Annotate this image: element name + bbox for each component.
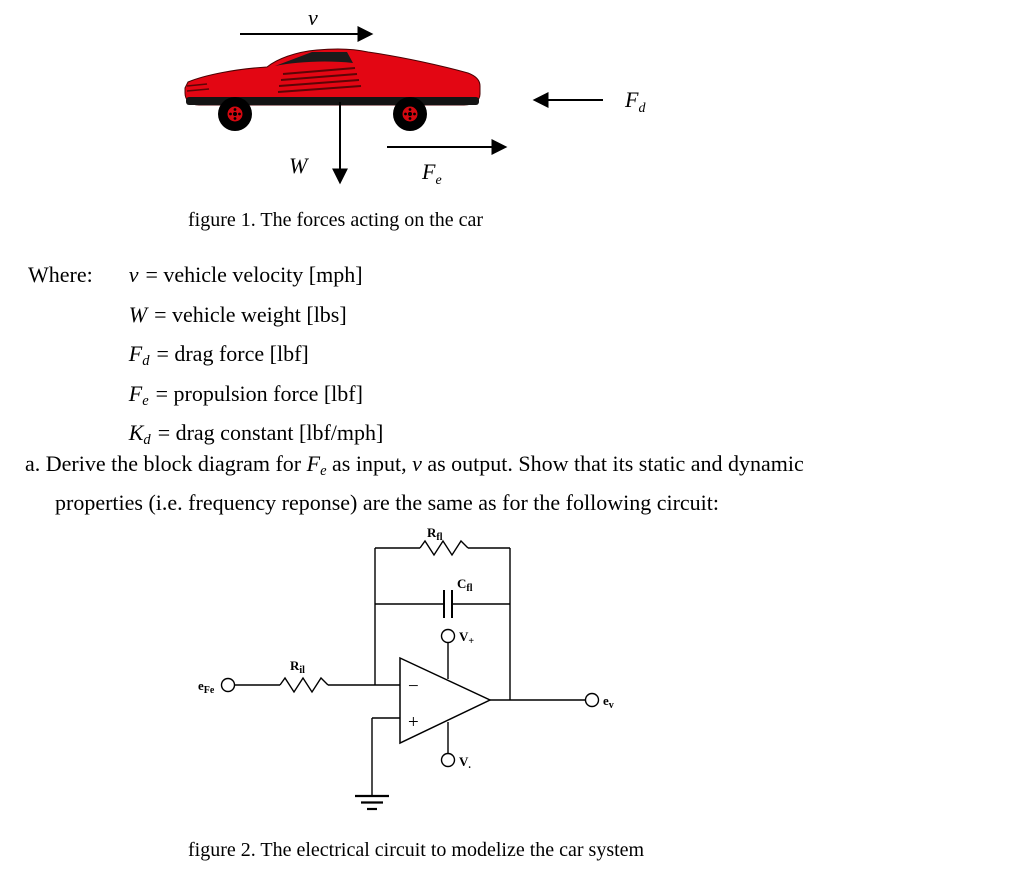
- feedback-resistor-label: Rfl: [427, 528, 443, 543]
- definition-drag-constant: $K_d$ = drag constant [lbf/mph]: [128, 420, 384, 449]
- problem-statement: [25, 448, 804, 518]
- definition-propulsion-force: $F_e$ = propulsion force [lbf]: [128, 380, 363, 409]
- v-minus-label: V.: [459, 754, 471, 771]
- velocity-arrow: [240, 6, 371, 34]
- input-terminal: [198, 678, 235, 696]
- input-resistor-label: Ril: [290, 658, 305, 676]
- propulsion-arrow: [387, 147, 505, 188]
- where-section: [28, 259, 383, 457]
- weight-label: W: [289, 153, 308, 178]
- definition-list: [129, 259, 384, 457]
- figure2-circuit-diagram: [185, 528, 655, 828]
- op-amp-inverting-input-label: −: [408, 676, 419, 697]
- drag-label: Fd: [625, 87, 646, 116]
- v-plus-label: V+: [459, 629, 475, 647]
- feedback-capacitor: [375, 576, 510, 618]
- definition-drag-force: $F_d$ = drag force [lbf]: [128, 341, 309, 370]
- figure1-caption: figure 1. The forces acting on the car: [188, 209, 484, 231]
- v-minus-terminal: [442, 722, 472, 771]
- output-terminal-label: ev: [603, 693, 614, 711]
- figure1-forces-diagram: [175, 6, 675, 201]
- propulsion-label: Fe: [422, 159, 442, 188]
- input-terminal-label: eFe: [198, 678, 215, 696]
- where-label: Where:: [28, 262, 93, 287]
- op-amp-noninverting-input-label: +: [408, 712, 419, 733]
- car-illustration: [185, 49, 480, 131]
- drag-arrow: [535, 87, 646, 116]
- problem-line2: properties (i.e. frequency reponse) are the same as for the following circuit:: [55, 490, 720, 515]
- rear-wheel: [393, 97, 427, 131]
- feedback-resistor: [375, 528, 510, 685]
- output-terminal: [490, 693, 614, 711]
- feedback-capacitor-label: Cfl: [457, 576, 473, 594]
- velocity-label: v: [308, 6, 318, 30]
- v-plus-terminal: [442, 629, 475, 679]
- ground-symbol: [355, 718, 400, 809]
- definition-velocity: v = vehicle velocity [mph]: [128, 262, 363, 287]
- problem-line1: a. Derive the block diagram for $F_e$ as input, v as output. Show that its static and dynamic: [25, 451, 804, 479]
- op-amp-triangle: [400, 658, 490, 743]
- figure2-caption: figure 2. The electrical circuit to modelize the car system: [188, 839, 645, 861]
- weight-arrow: [289, 102, 340, 182]
- definition-weight: W = vehicle weight [lbs]: [128, 301, 347, 327]
- front-wheel: [218, 97, 252, 131]
